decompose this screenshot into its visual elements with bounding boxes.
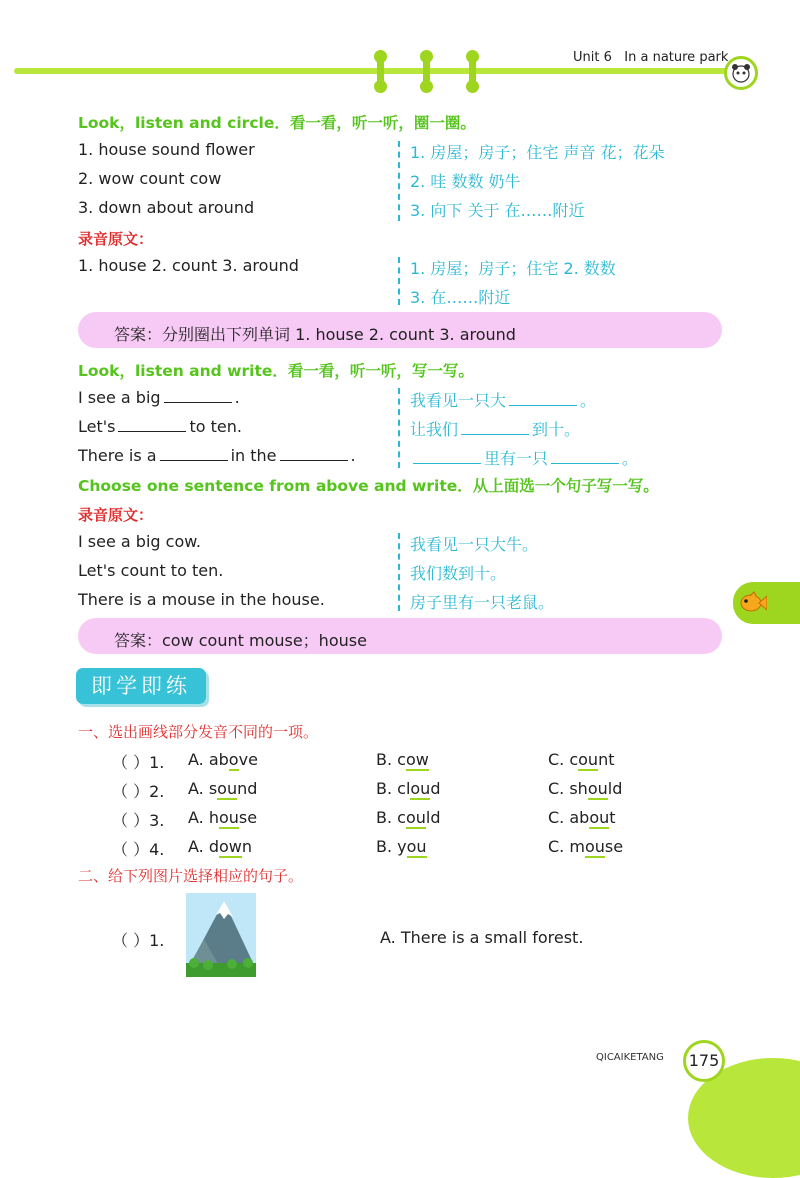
transcript-translation: 3. 在……附近 xyxy=(410,288,511,307)
fill-sentence: There is a in the . xyxy=(78,446,356,465)
answer-paren[interactable]: （ ）1. xyxy=(112,931,165,950)
section-title: Look，listen and circle．看一看，听一听，圈一圈。 xyxy=(78,114,476,132)
option-a: A. down xyxy=(188,837,253,856)
fill-sentence: Let's to ten. xyxy=(78,417,242,436)
binder-pin xyxy=(469,54,476,90)
answer-paren[interactable]: （ ）3. xyxy=(112,811,165,830)
answer-paren[interactable]: （ ）4. xyxy=(112,840,165,859)
answer-blank[interactable] xyxy=(280,460,348,461)
answer-blank[interactable] xyxy=(160,460,228,461)
option-c: C. about xyxy=(548,808,616,827)
answer-paren[interactable]: （ ）2. xyxy=(112,782,165,801)
transcript-line: I see a big cow. xyxy=(78,532,201,551)
answer-blank[interactable] xyxy=(461,434,529,435)
unit-label: Unit 6 In a nature park xyxy=(573,50,729,65)
answer-blank[interactable] xyxy=(509,405,577,406)
option-c: C. mouse xyxy=(548,837,624,856)
option-b: B. cloud xyxy=(376,779,441,798)
option-c: C. should xyxy=(548,779,623,798)
transcript-translation: 我们数到十。 xyxy=(410,564,507,583)
answer-text: 答案：cow count mouse；house xyxy=(114,631,367,650)
divider xyxy=(398,141,400,221)
option-a: A. above xyxy=(188,750,258,769)
option-b: B. could xyxy=(376,808,441,827)
panda-icon xyxy=(724,56,758,90)
question-title: 一、选出画线部分发音不同的一项。 xyxy=(78,723,319,741)
binder-pin xyxy=(423,54,430,90)
option-b: B. cow xyxy=(376,750,429,769)
fill-sentence-translation: 里有一只 。 xyxy=(410,446,638,469)
divider xyxy=(398,533,400,611)
fish-icon xyxy=(737,590,767,620)
transcript-line: Let's count to ten. xyxy=(78,561,224,580)
answer-blank[interactable] xyxy=(164,402,232,403)
transcript-line: 1. house 2. count 3. around xyxy=(78,256,299,275)
header-bar xyxy=(14,68,736,74)
answer-blank[interactable] xyxy=(118,431,186,432)
section-title: Choose one sentence from above and write．从上面选一个句子写一写。 xyxy=(78,477,659,495)
fill-sentence-translation: 让我们 到十。 xyxy=(410,420,581,439)
binder-pin xyxy=(377,54,384,90)
answer-text: 答案：分别圈出下列单词 1. house 2. count 3. around xyxy=(114,325,516,344)
fill-sentence: I see a big . xyxy=(78,388,240,407)
question-title: 二、给下列图片选择相应的句子。 xyxy=(78,867,304,885)
word-row-translation: 2. 哇 数数 奶牛 xyxy=(410,172,521,191)
transcript-translation: 1. 房屋；房子；住宅 2. 数数 xyxy=(410,259,616,278)
transcript-line: There is a mouse in the house. xyxy=(78,590,325,609)
transcript-translation: 我看见一只大牛。 xyxy=(410,535,539,554)
word-row-translation: 3. 向下 关于 在……附近 xyxy=(410,201,585,220)
option-a: A. house xyxy=(188,808,258,827)
fill-sentence-translation: 我看见一只大 。 xyxy=(410,391,597,410)
practice-banner: 即学即练 xyxy=(76,668,206,704)
transcript-label: 录音原文： xyxy=(78,230,154,248)
footer-brand: QICAIKETANG xyxy=(596,1052,664,1063)
answer-blank[interactable] xyxy=(413,463,481,464)
mountain-picture xyxy=(186,893,256,981)
word-row-translation: 1. 房屋；房子；住宅 声音 花；花朵 xyxy=(410,143,665,162)
transcript-translation: 房子里有一只老鼠。 xyxy=(410,593,555,612)
divider xyxy=(398,257,400,305)
word-row: 1. house sound flower xyxy=(78,140,255,159)
divider xyxy=(398,388,400,468)
section-title: Look，listen and write．看一看，听一听，写一写。 xyxy=(78,362,474,380)
page-number: 175 xyxy=(683,1040,725,1082)
answer-paren[interactable]: （ ）1. xyxy=(112,753,165,772)
word-row: 3. down about around xyxy=(78,198,255,217)
option-b: B. you xyxy=(376,837,427,856)
transcript-label: 录音原文： xyxy=(78,506,154,524)
option-c: C. count xyxy=(548,750,615,769)
option-a: A. There is a small forest. xyxy=(380,928,584,947)
word-row: 2. wow count cow xyxy=(78,169,222,188)
option-a: A. sound xyxy=(188,779,258,798)
answer-blank[interactable] xyxy=(551,463,619,464)
